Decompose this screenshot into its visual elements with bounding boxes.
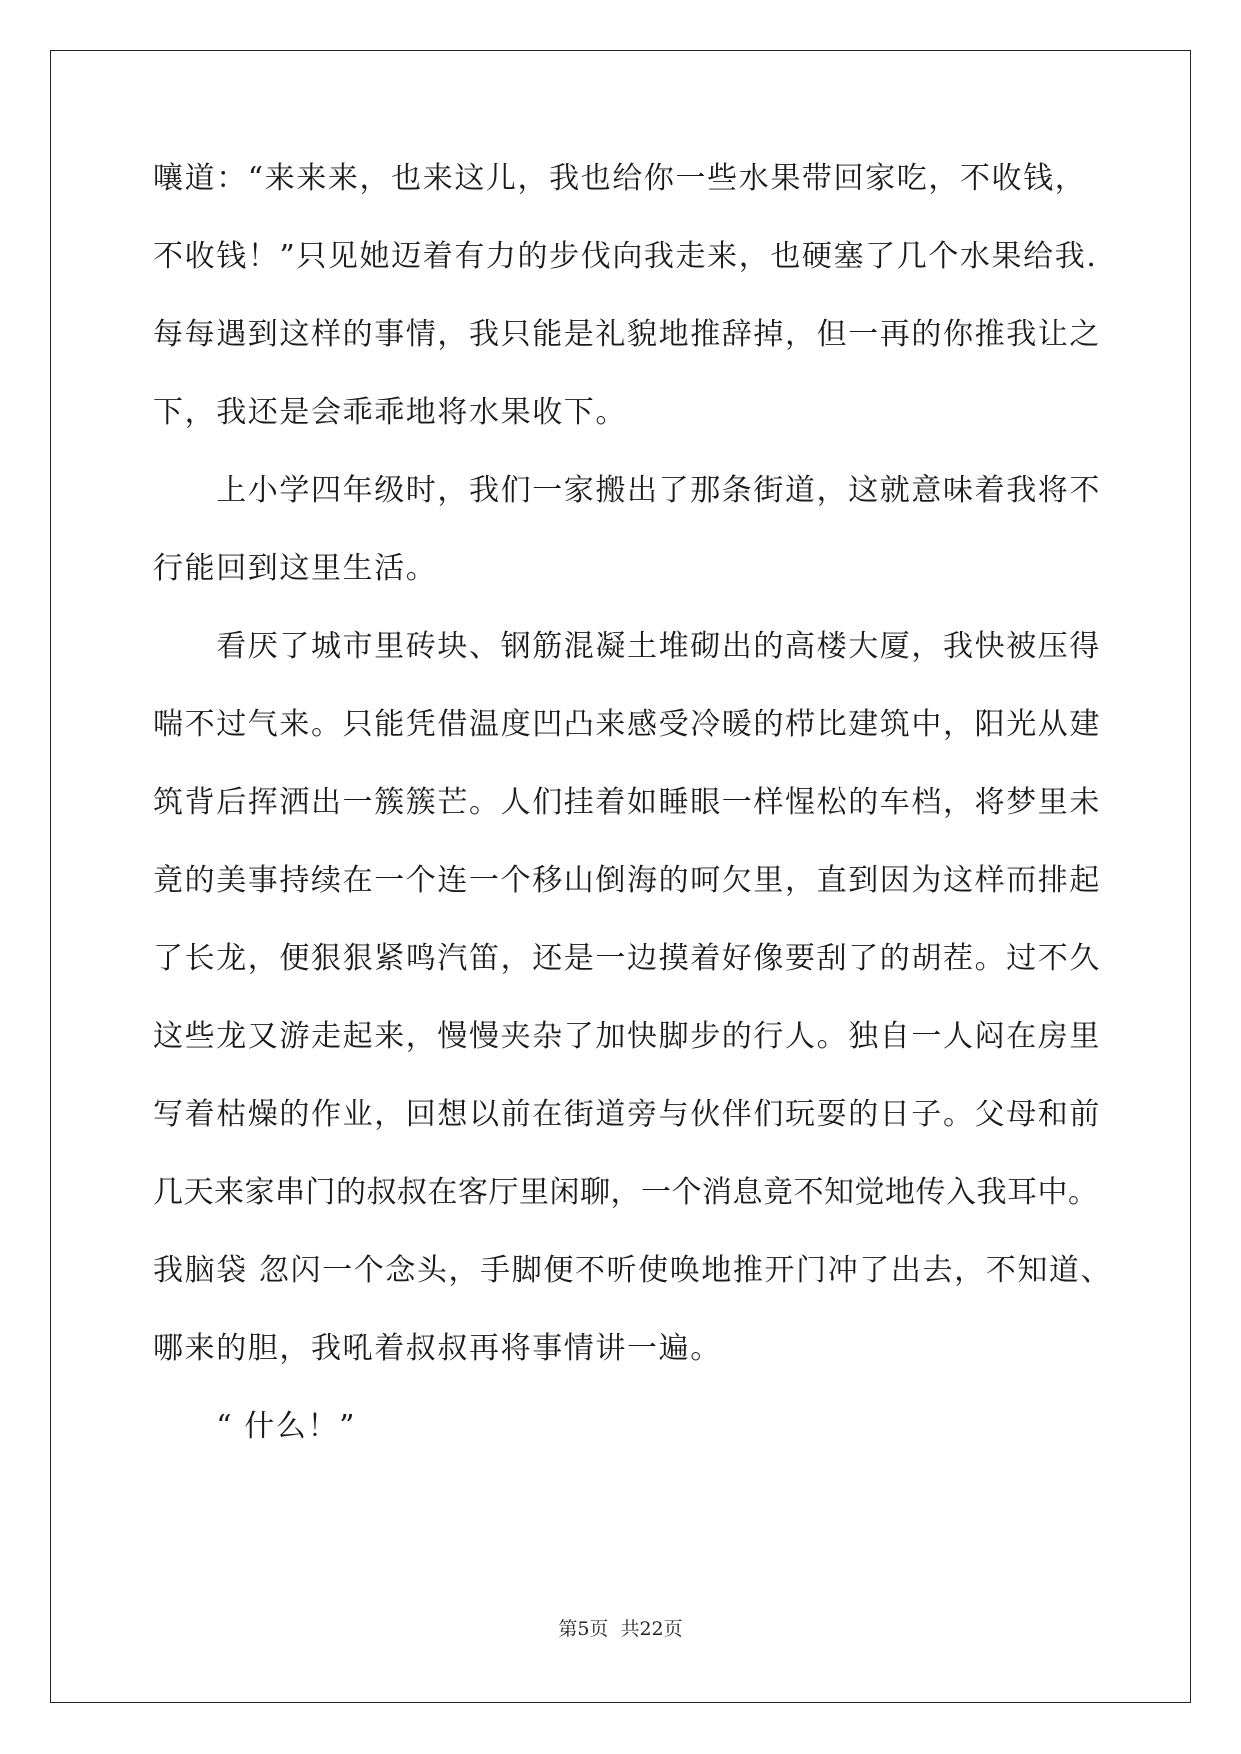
text-line: 嚷道：“来来来，也来这儿，我也给你一些水果带回家吃，不收钱， xyxy=(153,161,1087,196)
text-line: 几天来家串门的叔叔在客厅里闲聊，一个消息竟不知觉地传入我耳中。 xyxy=(153,1175,1099,1210)
text-line: 看厌了城市里砖块、钢筋混凝土堆砌出的高楼大厦，我快被压得 xyxy=(153,629,1101,664)
text-line: “ 什么！” xyxy=(153,1409,357,1444)
document-body xyxy=(153,155,1113,1481)
text-line: 上小学四年级时，我们一家搬出了那条街道，这就意味着我将不 xyxy=(153,473,1101,508)
text-line: 筑背后挥洒出一簇簇芒。人们挂着如睡眼一样惺松的车档，将梦里未 xyxy=(153,785,1101,820)
text-line: 每每遇到这样的事情，我只能是礼貌地推辞掉，但一再的你推我让之 xyxy=(153,317,1101,352)
text-line: 这些龙又游走起来，慢慢夹杂了加快脚步的行人。独自一人闷在房里 xyxy=(153,1019,1101,1054)
text-line: 下，我还是会乖乖地将水果收下。 xyxy=(153,395,627,430)
current-page-number: 第5页 xyxy=(558,1618,609,1640)
text-line: 行能回到这里生活。 xyxy=(153,551,438,586)
text-line: 竟的美事持续在一个连一个移山倒海的呵欠里，直到因为这样而排起 xyxy=(153,863,1101,898)
text-line: 不收钱！”只见她迈着有力的步伐向我走来，也硬塞了几个水果给我. xyxy=(153,239,1098,274)
text-line: 了长龙，便狠狠紧鸣汽笛，还是一边摸着好像要刮了的胡茬。过不久 xyxy=(153,941,1101,976)
text-line: 喘不过气来。只能凭借温度凹凸来感受冷暖的栉比建筑中，阳光从建 xyxy=(153,707,1101,742)
total-page-count: 共22页 xyxy=(620,1618,683,1640)
page-footer xyxy=(0,1614,1241,1641)
text-line: 我脑袋 忽闪一个念头，手脚便不听使唤地推开门冲了出去，不知道、 xyxy=(153,1253,1113,1288)
text-line: 哪来的胆，我吼着叔叔再将事情讲一遍。 xyxy=(153,1331,722,1366)
text-line: 写着枯燥的作业，回想以前在街道旁与伙伴们玩耍的日子。父母和前 xyxy=(153,1097,1101,1132)
